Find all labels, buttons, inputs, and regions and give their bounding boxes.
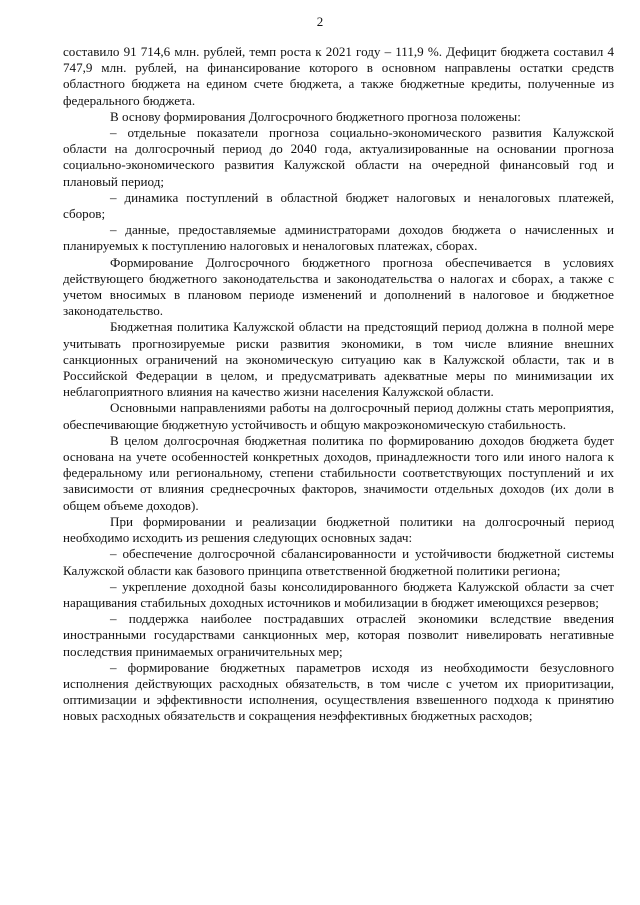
paragraph-revenue-policy: В целом долгосрочная бюджетная политика по формированию доходов бюджета будет основана на учете особенностей конкретных доходов, принадлежности того или иного налога к федеральному или региональному, степени стабильности соответствующих поступлений и их зависимости от влияния среднесрочных факторов, значимости отдельных доходов (их доли в общем объеме доходов).: [63, 432, 614, 513]
paragraph-main-directions: Основными направлениями работы на долгосрочный период должны стать мероприятия, обеспечивающие бюджетную устойчивость и общую макроэкономическую стабильность.: [63, 400, 614, 432]
list-item-indicators: – отдельные показатели прогноза социально-экономического развития Калужской области на долгосрочный период до 2040 года, актуализированные на основании прогноза социально-экономического развития Калужской области на очередной финансовый год и плановый период;: [63, 125, 614, 189]
page-number: 2: [316, 14, 324, 29]
list-item-administrator-data: – данные, предоставляемые администраторами доходов бюджета о начисленных и планируемых к поступлению налоговых и неналоговых платежах, сборах.: [63, 222, 614, 254]
paragraph-continuation: составило 91 714,6 млн. рублей, темп роста к 2021 году – 111,9 %. Дефицит бюджета составил 4 747,9 млн. рублей, на финансирование которого в основном направлены остатки средств областного бюджета на едином счете бюджета, а также бюджетные кредиты, полученные из федерального бюджета.: [63, 44, 614, 108]
document-body: [63, 44, 614, 725]
paragraph-tasks-intro: При формировании и реализации бюджетной политики на долгосрочный период необходимо исходить из решения следующих основных задач:: [63, 513, 614, 546]
paragraph-forecast-conditions: Формирование Долгосрочного бюджетного прогноза обеспечивается в условиях действующего бюджетного законодательства и законодательства о налогах и сборах, а также с учетом вносимых в плановом периоде изменений и дополнений в налоговое и бюджетное законодательство.: [63, 254, 614, 319]
list-item-revenue-dynamics: – динамика поступлений в областной бюджет налоговых и неналоговых платежей, сборов;: [63, 189, 614, 222]
list-item-balance: – обеспечение долгосрочной сбалансированности и устойчивости бюджетной системы Калужской области как базового принципа ответственной бюджетной политики региона;: [63, 546, 614, 578]
list-item-budget-parameters: – формирование бюджетных параметров исходя из необходимости безусловного исполнения действующих расходных обязательств, в том числе с учетом их приоритизации, оптимизации и эффективности исполнения, осуществления взвешенного подхода к принятию новых расходных обязательств и сокращения неэффективных бюджетных расходов;: [63, 659, 614, 724]
list-item-support: – поддержка наиболее пострадавших отраслей экономики вследствие введения иностранными государствами санкционных мер, которая позволит нивелировать негативные последствия принимаемых ограничительных мер;: [63, 611, 614, 659]
paragraph-budget-policy: Бюджетная политика Калужской области на предстоящий период должна в полной мере учитывать прогнозируемые риски развития экономики, в том числе влияние внешних санкционных ограничений на экономическую ситуацию как в Калужской области, так и в Российской Федерации в целом, и предусматривать адекватные меры по минимизации их неблагоприятного влияния на качество жизни населения Калужской области.: [63, 319, 614, 400]
list-item-revenue-base: – укрепление доходной базы консолидированного бюджета Калужской области за счет наращивания стабильных доходных источников и мобилизации в бюджет имеющихся резервов;: [63, 578, 614, 610]
paragraph-forecast-basis: В основу формирования Долгосрочного бюджетного прогноза положены:: [110, 108, 521, 124]
